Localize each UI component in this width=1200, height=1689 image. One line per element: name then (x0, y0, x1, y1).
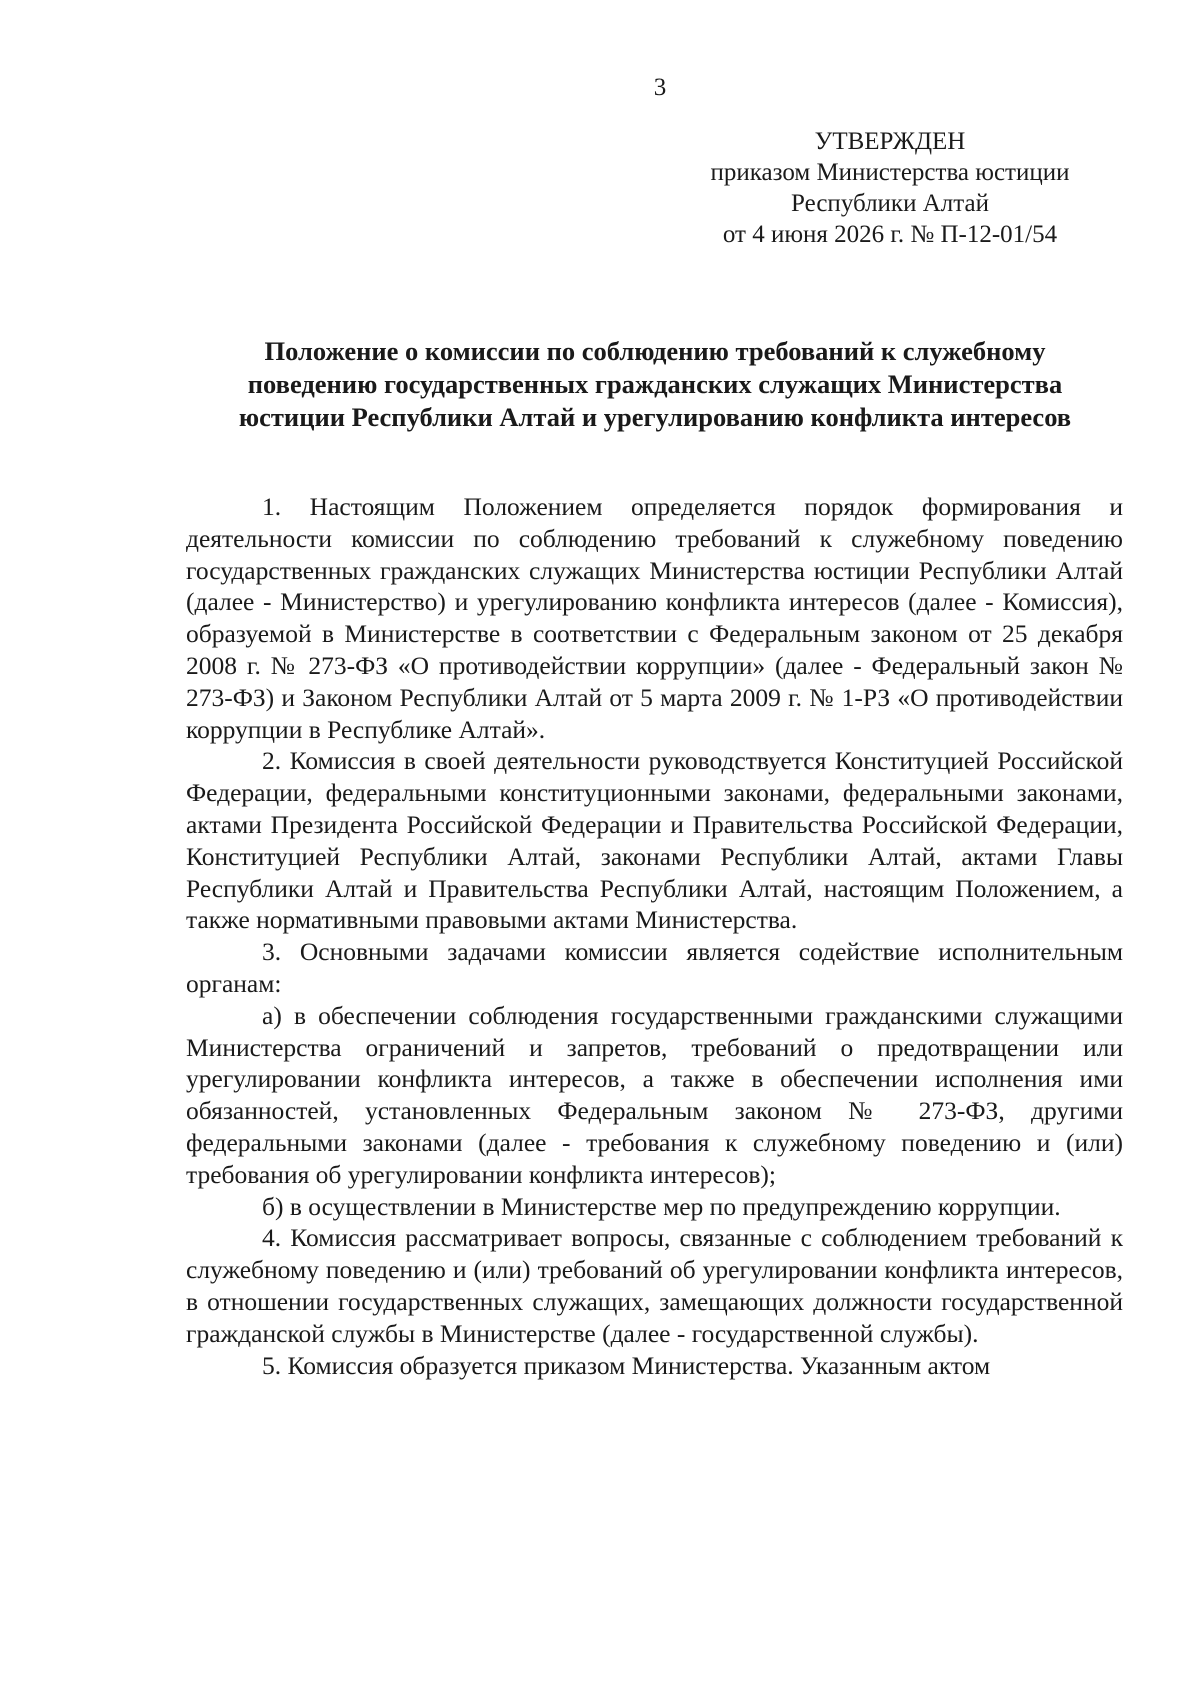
paragraph-5: 5. Комиссия образуется приказом Министерства. Указанным актом (262, 1350, 991, 1380)
title-line: юстиции Республики Алтай и урегулированию конфликта интересов (238, 402, 1072, 432)
paragraph-1: 1. Настоящим Положением определяется порядок формирования и деятельности комиссии по соблюдению требований к служебному поведению государственных гражданских служащих Министерства юстиции Республики Алтай (далее - Министерство) и урегулированию конфликта интересов (далее - Комиссия), образуемой в Министерстве в соответствии с Федеральным законом от 25 декабря 2008 г. № 273-ФЗ «О противодействии коррупции» (далее - Федеральный закон № 273-ФЗ) и Законом Республики Алтай от 5 марта 2009 г. № 1-РЗ «О противодействии коррупции в Республике Алтай». (186, 492, 1123, 744)
approval-line: приказом Министерства юстиции (710, 159, 1070, 186)
paragraph-2: 2. Комиссия в своей деятельности руководствуется Конституцией Российской Федерации, федеральными конституционными законами, федеральными законами, актами Президента Российской Федерации и Правительства Российской Федерации, Конституцией Республики Алтай, законами Республики Алтай, актами Главы Республики Алтай и Правительства Республики Алтай, настоящим Положением, а также нормативными правовыми актами Министерства. (186, 746, 1123, 935)
approval-line: от 4 июня 2026 г. № П-12-01/54 (722, 221, 1058, 248)
paragraph-3a: а) в обеспечении соблюдения государственными гражданскими служащими Министерства ограничений и запретов, требований о предотвращении или урегулировании конфликта интересов, а также в обеспечении исполнения ими обязанностей, установленных Федеральным законом № 273-ФЗ, другими федеральными законами (далее - требования к служебному поведению и (или) требования об урегулировании конфликта интересов); (186, 1000, 1123, 1189)
paragraph-4: 4. Комиссия рассматривает вопросы, связанные с соблюдением требований к служебному поведению и (или) требований об урегулировании конфликта интересов, в отношении государственных служащих, замещающих должности государственной гражданской службы в Министерстве (далее - государственной службы). (186, 1223, 1123, 1348)
approval-block (690, 126, 1090, 250)
document-body (186, 491, 1123, 1381)
page-number: 3 (653, 74, 667, 101)
approval-line: Республики Алтай (791, 190, 989, 217)
approval-stamp: УТВЕРЖДЕН (814, 128, 966, 155)
document-title (190, 335, 1120, 434)
title-line: Положение о комиссии по соблюдению требований к служебному (264, 336, 1046, 366)
paragraph-3: 3. Основными задачами комиссии является содействие исполнительным органам: (186, 937, 1123, 998)
title-line: поведению государственных гражданских служащих Министерства (247, 369, 1063, 399)
paragraph-3b: б) в осуществлении в Министерстве мер по предупреждению коррупции. (262, 1191, 1061, 1221)
